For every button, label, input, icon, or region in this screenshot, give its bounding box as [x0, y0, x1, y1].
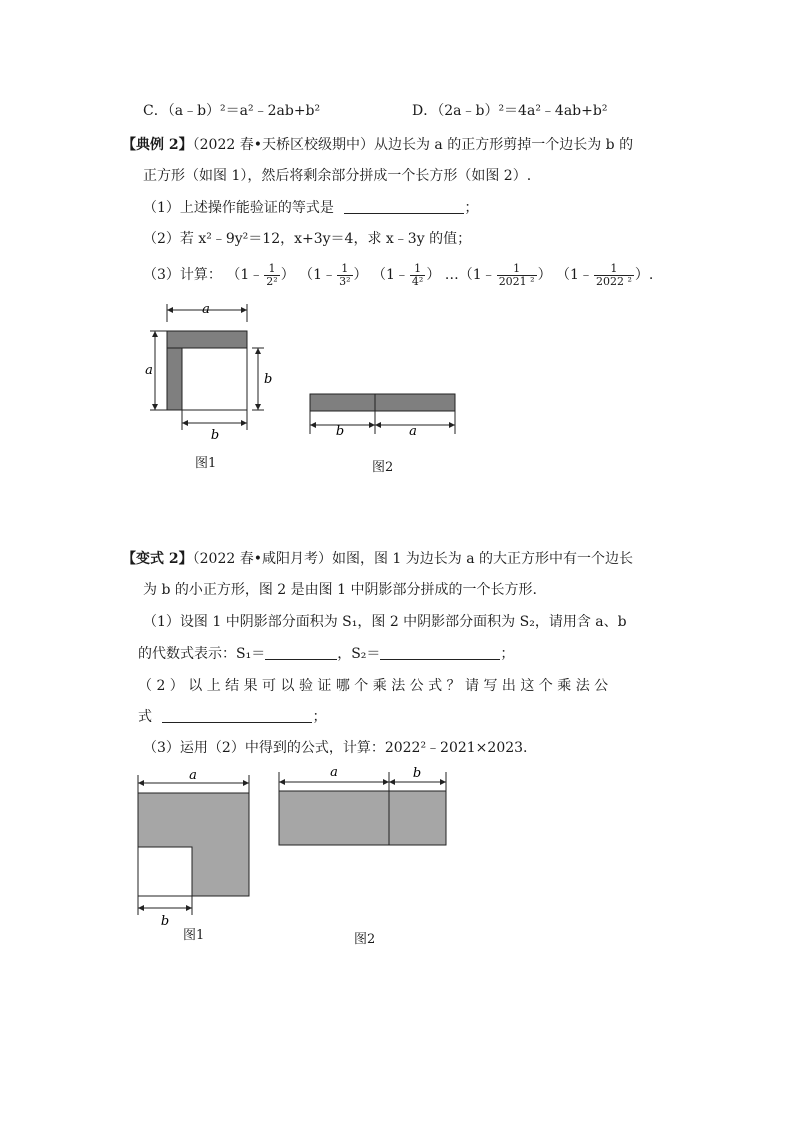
example2-question-3 [143, 258, 653, 292]
example2-stem-line2: 正方形（如图 1），然后将剩余部分拼成一个长方形（如图 2）. [143, 168, 532, 184]
example2-q1-text: （1）上述操作能验证的等式是 [143, 200, 334, 216]
fig1-label-b-right: b [264, 372, 273, 387]
variant2-fig1-caption: 图1 [183, 928, 205, 943]
example2-q3-prefix: （3）计算： [143, 267, 222, 283]
q3-term-3: （1﹣ $\frac{1}{\text{4²}}$ ） [371, 261, 441, 288]
s1-answer-blank[interactable] [265, 645, 337, 660]
variant2-source: （2022 春•咸阳月考） [192, 551, 332, 567]
option-c [143, 101, 320, 121]
formula-answer-blank[interactable] [162, 708, 312, 723]
variant2-stem-line2: 为 b 的小正方形，图 2 是由图 1 中阴影部分拼成的一个长方形. [143, 582, 537, 598]
example2-tag: 【典例 2】 [122, 137, 193, 153]
variant2-question-2-line1: （ 2 ） 以 上 结 果 可 以 验 证 哪 个 乘 法 公 式 ？ 请 写 出 这 个 乘 法 公 [138, 678, 609, 694]
variant-fig1-label-b: b [160, 914, 170, 929]
option-d-label: D． [412, 103, 438, 119]
example2-figure1 [140, 298, 280, 448]
variant2-stem1: 如图，图 1 为边长为 a 的大正方形中有一个边长 [331, 551, 634, 567]
example2-stem1: 从边长为 a 的正方形剪掉一个边长为 b 的 [373, 137, 634, 153]
example2-fig2-caption: 图2 [372, 460, 394, 475]
variant2-q1-s1-label: 的代数式表示：S₁＝ [138, 646, 266, 662]
variant2-q2-line2-text: 式 [138, 709, 152, 725]
option-d [412, 101, 607, 121]
example2-question-2: （2）若 x²﹣9y²＝12，x+3y＝4，求 x﹣3y 的值； [143, 231, 472, 247]
fig2-label-b: b [335, 424, 345, 439]
variant2-q1-s2-label: ，S₂＝ [337, 646, 381, 662]
variant2-figure1 [130, 765, 260, 930]
example2-figure2 [305, 388, 465, 448]
example2-question-1 [143, 198, 478, 218]
variant-fig1-label-a: a [189, 768, 197, 783]
example2-source: （2022 春•天桥区校级期中） [192, 137, 374, 153]
q3-term-5: （1﹣ $\frac{1}{\text{2022 ²}}$ ）. [556, 261, 654, 288]
option-c-label: C． [143, 103, 168, 119]
variant2-q1-end: ； [500, 646, 515, 662]
fig1-label-a-left: a [145, 363, 153, 378]
fig1-label-b-bottom: b [210, 428, 220, 443]
variant2-fig2-caption: 图2 [354, 932, 376, 947]
fig1-label-a-top: a [202, 302, 210, 317]
q3-term-1: （1﹣ $\frac{1}{\text{2²}}$ ） [226, 261, 295, 288]
variant2-figure2 [272, 762, 452, 852]
variant-fig2-label-a: a [330, 765, 338, 780]
example2-q1-end: ； [464, 200, 479, 216]
example2-q1-answer-blank[interactable] [344, 199, 464, 214]
fig2-label-a: a [409, 424, 417, 439]
variant2-question-3: （3）运用（2）中得到的公式，计算：2022²﹣2021×2023. [143, 740, 528, 756]
example2-fig1-caption: 图1 [195, 456, 217, 471]
variant2-question-1-line2 [138, 644, 514, 664]
variant2-stem-line1 [122, 549, 633, 569]
q3-term-2: （1﹣ $\frac{1}{\text{3²}}$ ） [299, 261, 368, 288]
variant-fig2-label-b: b [412, 766, 422, 781]
variant2-q2-end: ； [312, 709, 327, 725]
option-d-expr: （2a﹣b）²＝4a²﹣4ab+b² [437, 103, 608, 119]
q3-term-4: …（1﹣ $\frac{1}{\text{2021 ²}}$ ） [444, 261, 552, 288]
example2-stem-line1 [122, 135, 633, 155]
variant2-question-1-line1: （1）设图 1 中阴影部分面积为 S₁，图 2 中阴影部分面积为 S₂，请用含 a、b [143, 614, 627, 630]
variant2-question-2-line2 [138, 707, 326, 727]
option-c-expr: （a﹣b）²＝a²﹣2ab+b² [167, 103, 321, 119]
s2-answer-blank[interactable] [380, 645, 500, 660]
variant2-tag: 【变式 2】 [122, 551, 193, 567]
